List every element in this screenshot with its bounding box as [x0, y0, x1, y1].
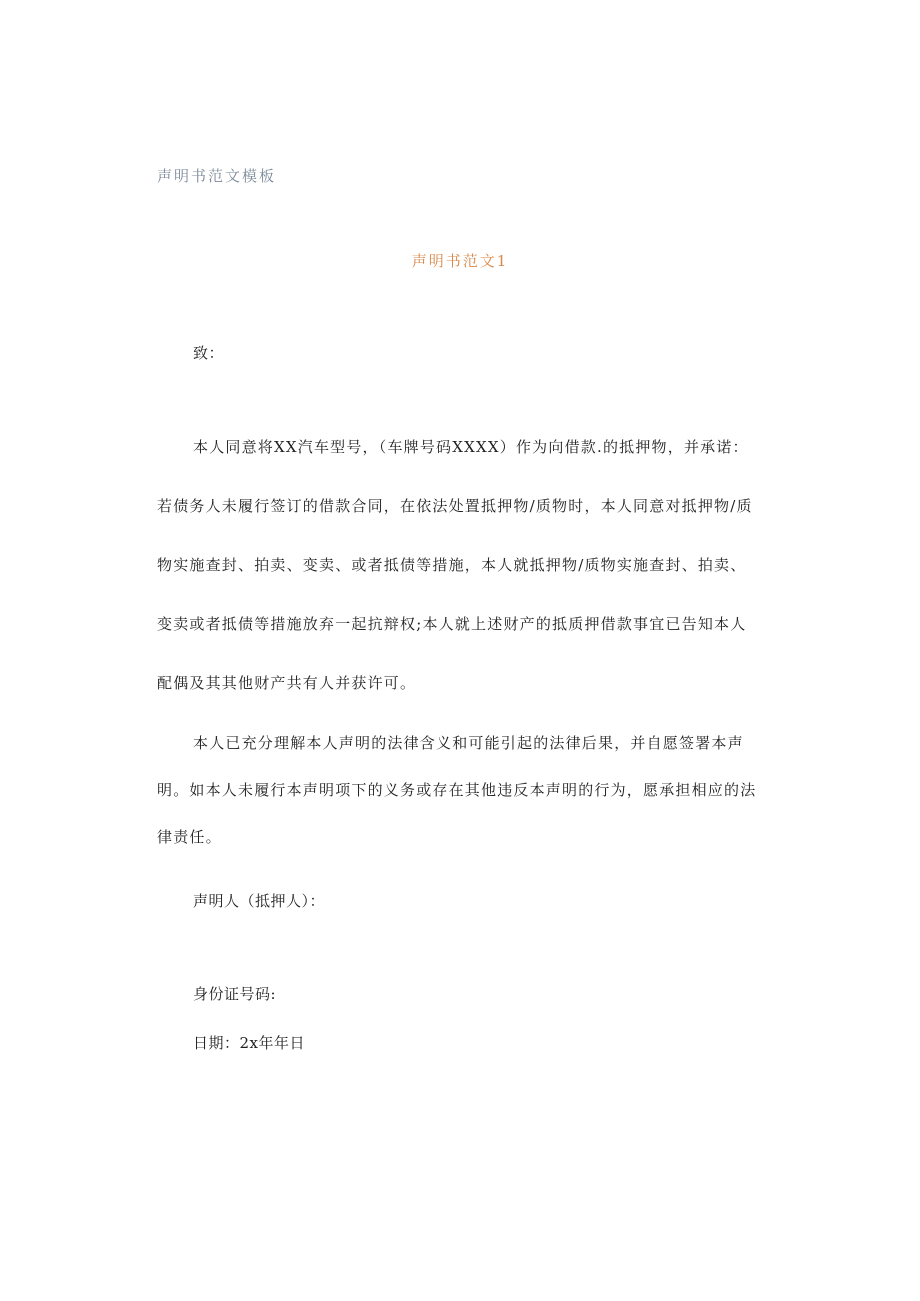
date-label: 日期：2x年年日 [193, 1034, 306, 1052]
statement-paragraph-2: 本人已充分理解本人声明的法律含义和可能引起的法律后果，并自愿签署本声明。如本人未履行本声明项下的义务或存在其他违反本声明的行为，愿承担相应的法律责任。 [157, 734, 757, 846]
declarant-label: 声明人（抵押人）： [193, 892, 326, 910]
document-title: 声明书范文1 [411, 252, 509, 270]
statement-paragraph-1: 本人同意将XX汽车型号，（车牌号码XXXX）作为向借款.的抵押物，并承诺：若债务人未履行签订的借款合同，在依法处置抵押物/质物时，本人同意对抵押物/质物实施查封、拍卖、变卖、或者抵债等措施，本人就抵押物/质物实施查封、拍卖、变卖或者抵债等措施放弃一起抗辩权;本人就上述财产的抵质押借款事宜已告知本人配偶及其其他财产共有人并获许可。 [157, 438, 753, 692]
id-number-label: 身份证号码: [193, 985, 277, 1003]
salutation: 致： [193, 344, 225, 362]
document-header: 声明书范文模板 [157, 167, 277, 185]
